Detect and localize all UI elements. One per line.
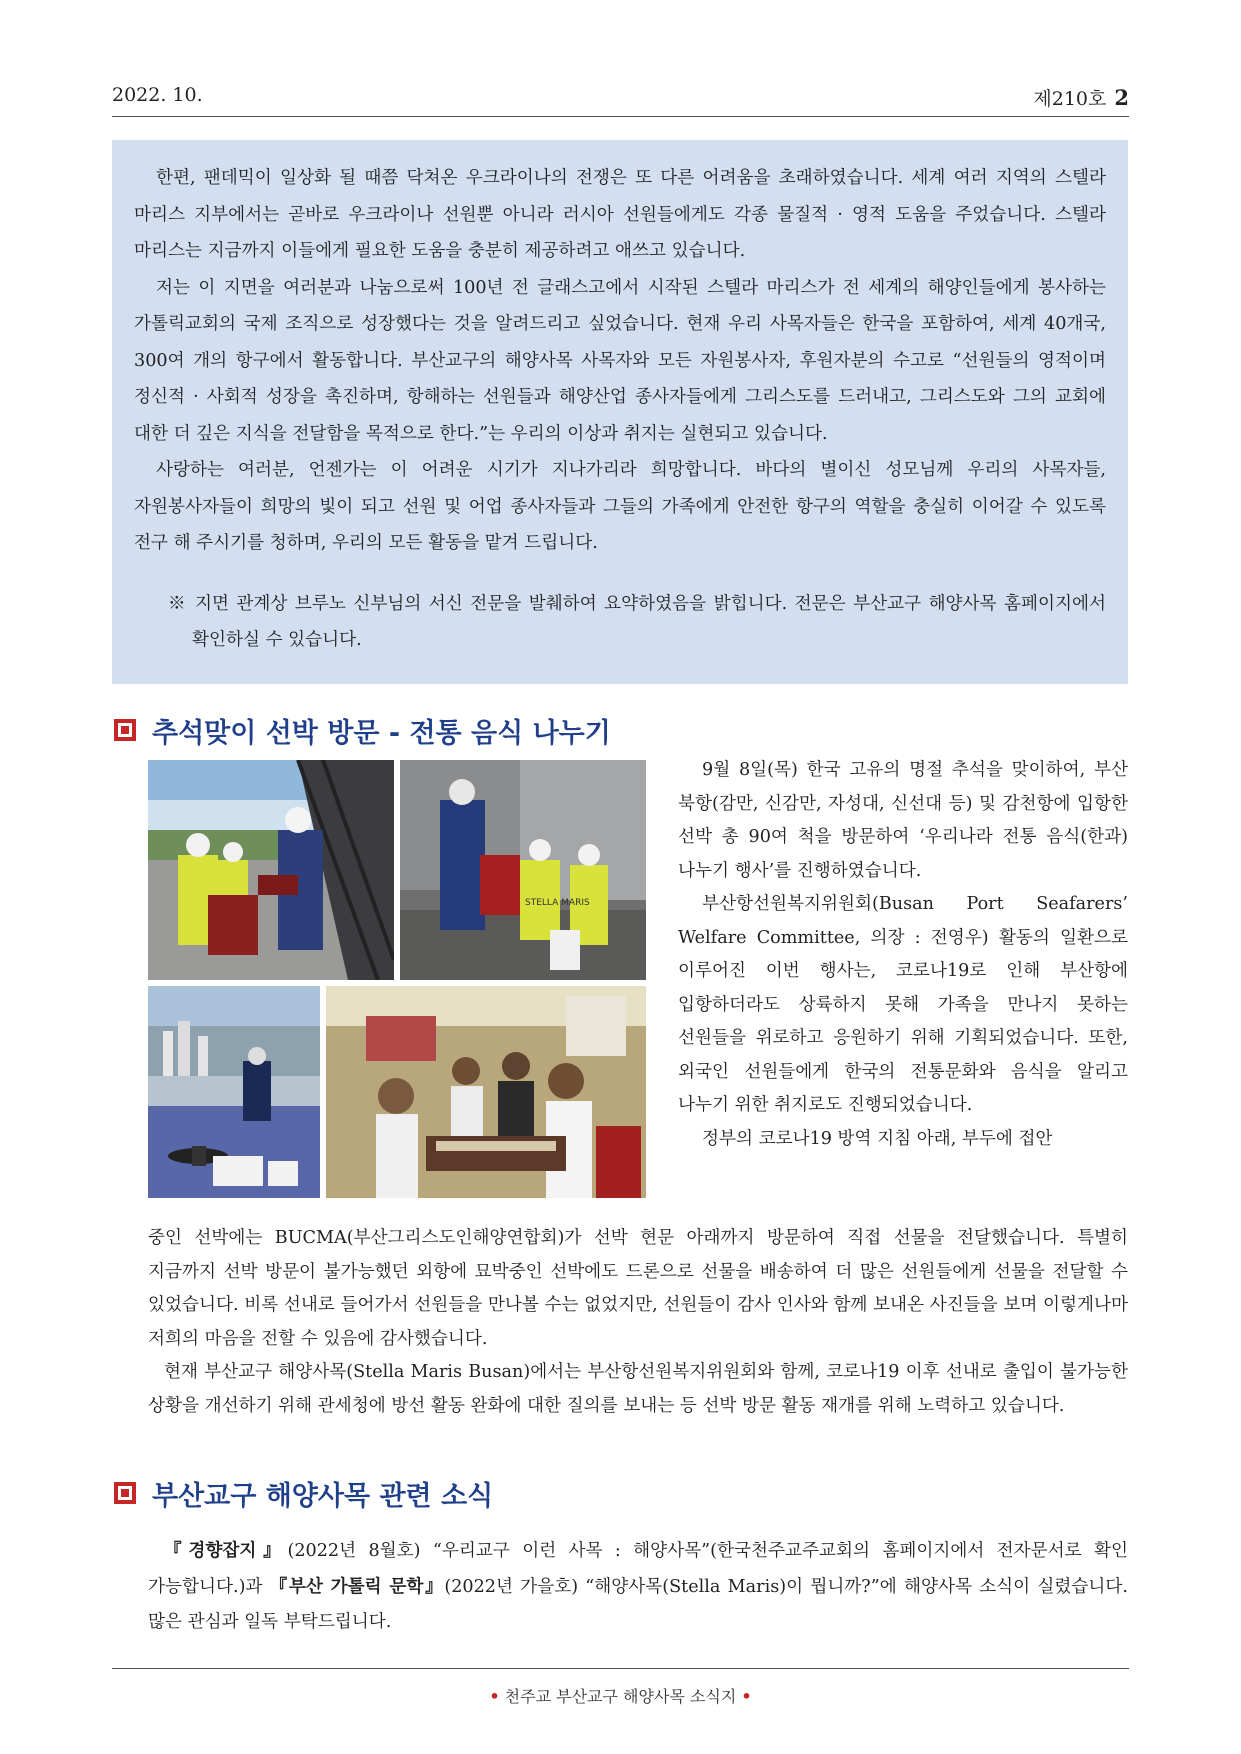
section-bullet-icon xyxy=(114,1482,136,1504)
news-text-part: (2022년 8월호) “우리교구 이런 사목 : 해양사목”(한국천주교주교회의 홈페이지에서 전자문서로 확인 가능합니다.)과 xyxy=(148,1541,1128,1597)
section-title-text: 추석맞이 선박 방문 - 전통 음식 나누기 xyxy=(152,717,611,749)
photo-drone-delivery xyxy=(148,986,320,1198)
footer-text: 천주교 부산교구 해양사목 소식지 xyxy=(504,1687,737,1706)
footer-divider xyxy=(112,1668,1129,1669)
chuseok-article-column xyxy=(678,754,1128,1156)
page-footer xyxy=(0,1684,1241,1707)
chuseok-article-continued xyxy=(148,1222,1128,1423)
issue-date: 2022. 10. xyxy=(112,84,203,106)
page-number: 2 xyxy=(1114,85,1129,110)
article-paragraph: 정부의 코로나19 방역 지침 아래, 부두에 접안 xyxy=(702,1128,1053,1149)
letter-excerpt-box xyxy=(112,140,1128,684)
letter-paragraph: 한편, 팬데믹이 일상화 될 때쯤 닥쳐온 우크라이나의 전쟁은 또 다른 어려움을 초래하였습니다. 세계 여러 지역의 스텔라 마리스 지부에서는 곧바로 우크라이나 선원뿐 아니라 러시아 선원들에게도 각종 물질적 · 영적 도움을 주었습니다. 스텔라 마리스는 지금까지 이들에게 필요한 도움을 충분히 제공하려고 애쓰고 있습니다. xyxy=(134,168,1106,261)
article-paragraph: 9월 8일(목) 한국 고유의 명절 추석을 맞이하여, 부산 북항(감만, 신감만, 자성대, 신선대 등) 및 감천항에 입항한 선박 총 90여 척을 방문하여 ‘우리나라 전통 음식(한과) 나누기 행사’를 진행하였습니다. xyxy=(678,760,1128,881)
section-bullet-icon xyxy=(114,719,136,741)
section-title-news xyxy=(114,1473,493,1513)
photo-seafarers-group xyxy=(326,986,646,1198)
section-title-chuseok xyxy=(114,710,611,750)
article-paragraph: 중인 선박에는 BUCMA(부산그리스도인해양연합회)가 선박 현문 아래까지 방문하여 직접 선물을 전달했습니다. 특별히 지금까지 선박 방문이 불가능했던 외항에 묘박중인 선박에도 드론으로 선물을 배송하여 더 많은 선원들에게 선물을 전달할 수 있었습니다. 비록 선내로 들어가서 선원들을 만나볼 수는 없었지만, 선원들이 감사 인사와 함께 보내온 사진들을 보며 이렇게나마 저희의 마음을 전할 수 있음에 감사했습니다. xyxy=(148,1228,1128,1349)
news-article xyxy=(148,1533,1128,1640)
article-paragraph: 부산항선원복지위원회(Busan Port Seafarers’ Welfare Committee, 의장 : 전영우) 활동의 일환으로 이루어진 이번 행사는, 코로나19로 인해 부산항에 입항하더라도 상륙하지 못해 가족을 만나지 못하는 선원들을 위로하고 응원하기 위해 기획되었습니다. 또한, 외국인 선원들에게 한국의 전통문화와 음식을 알리고 나누기 위한 취지로도 진행되었습니다. xyxy=(678,894,1128,1115)
issue-label: 제210호 xyxy=(1033,88,1107,110)
letter-paragraph: 사랑하는 여러분, 언젠가는 이 어려운 시기가 지나가리라 희망합니다. 바다의 별이신 성모님께 우리의 사목자들, 자원봉사자들이 희망의 빛이 되고 선원 및 어업 종사자들과 그들의 가족에게 안전한 항구의 역할을 충실히 이어갈 수 있도록 전구 해 주시기를 청하며, 우리의 모든 활동을 맡겨 드립니다. xyxy=(134,460,1106,553)
photo-volunteers-near-ship xyxy=(400,760,646,980)
editor-note: ※ 지면 관계상 브루노 신부님의 서신 전문을 발췌하여 요약하였음을 밝힙니다. 전문은 부산교구 해양사목 홈페이지에서 확인하실 수 있습니다. xyxy=(168,593,1106,650)
news-text-part: (2022년 가을호) “해양사목(Stella Maris)이 뭡니까?”에 해양사목 소식이 실렸습니다. 많은 관심과 일독 부탁드립니다. xyxy=(148,1577,1128,1632)
news-paragraph xyxy=(148,1533,1128,1640)
page-header xyxy=(112,84,1129,114)
issue-number xyxy=(1033,84,1129,111)
vest-label: STELLA MARIS xyxy=(525,898,590,908)
magazine-title: 『경향잡지』 xyxy=(164,1540,288,1561)
magazine-title: 『부산 가톨릭 문학』 xyxy=(269,1576,445,1597)
footer-bullet: • xyxy=(741,1687,752,1706)
footer-bullet: • xyxy=(489,1687,500,1706)
section-title-text: 부산교구 해양사목 관련 소식 xyxy=(152,1480,494,1512)
header-divider xyxy=(112,116,1129,117)
letter-paragraph: 저는 이 지면을 여러분과 나눔으로써 100년 전 글래스고에서 시작된 스텔라 마리스가 전 세계의 해양인들에게 봉사하는 가톨릭교회의 국제 조직으로 성장했다는 것을 알려드리고 싶었습니다. 현재 우리 사목자들은 한국을 포함하여, 세계 40개국, 300여 개의 항구에서 활동합니다. 부산교구의 해양사목 사목자와 모든 자원봉사자, 후원자분의 수고로 “선원들의 영적이며 정신적 · 사회적 성장을 촉진하며, 항해하는 선원들과 해양산업 종사자들에게 그리스도를 드러내고, 그리스도와 그의 교회에 대한 더 깊은 지식을 전달함을 목적으로 한다.”는 우리의 이상과 취지는 실현되고 있습니다. xyxy=(134,277,1106,444)
photo-gift-at-gangway xyxy=(148,760,394,980)
article-paragraph: 현재 부산교구 해양사목(Stella Maris Busan)에서는 부산항선원복지위원회와 함께, 코로나19 이후 선내로 출입이 불가능한 상황을 개선하기 위해 관세청에 방선 활동 완화에 대한 질의를 보내는 등 선박 방문 활동 재개를 위해 노력하고 있습니다. xyxy=(148,1362,1128,1416)
